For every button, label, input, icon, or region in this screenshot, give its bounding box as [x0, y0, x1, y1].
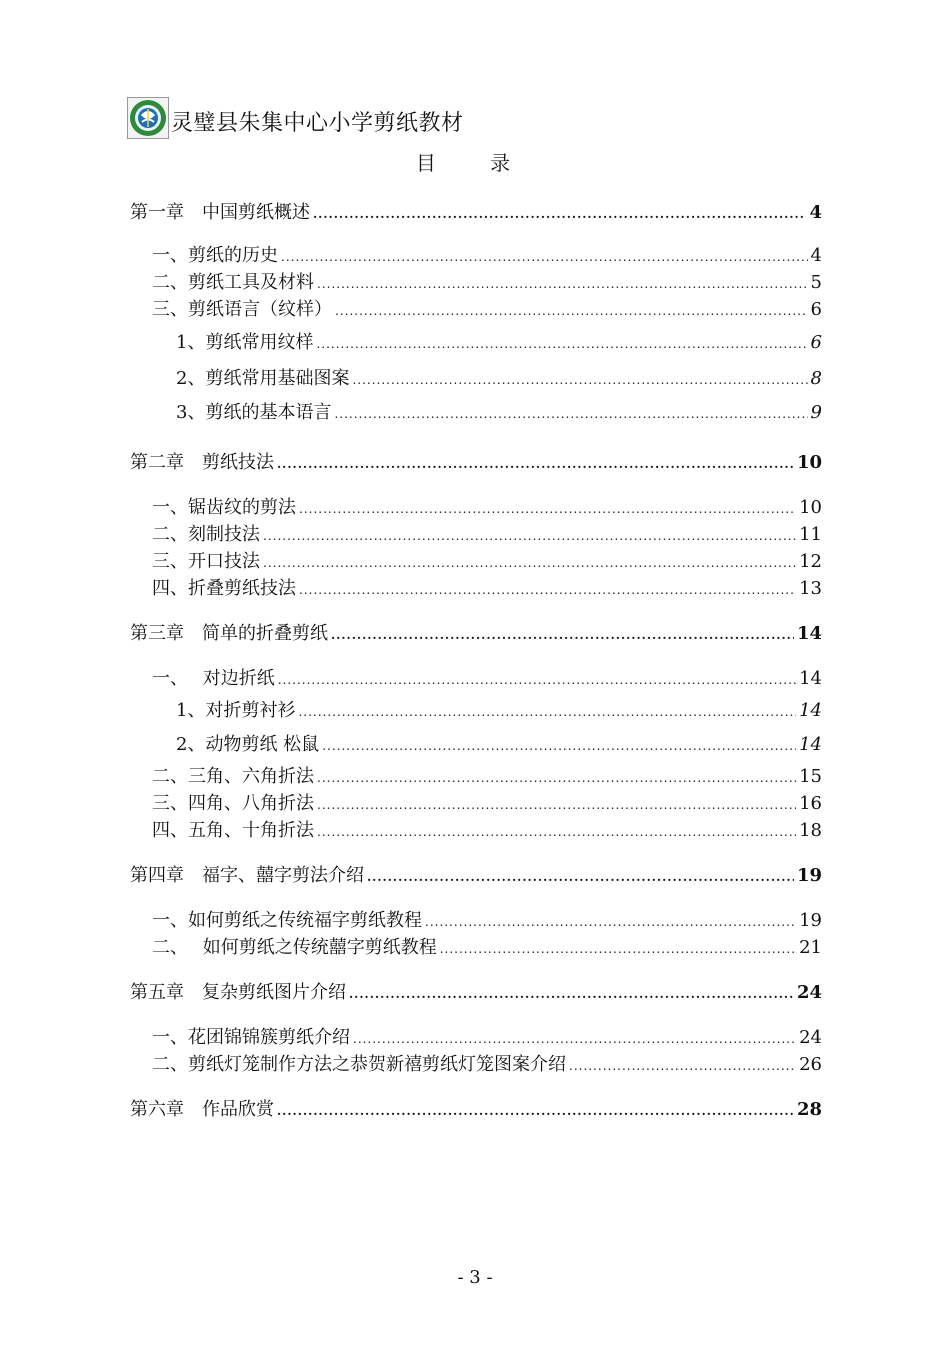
toc-entry-page: 21: [799, 937, 822, 958]
toc-entry-page: 14: [799, 700, 822, 721]
toc-entry-page: 14: [796, 623, 822, 644]
toc-chapter-entry[interactable]: [130, 981, 822, 1006]
toc-entry-label: 二、刻制技法: [152, 524, 260, 545]
toc-entry[interactable]: [152, 1053, 822, 1078]
toc-dot-leader: [263, 524, 796, 548]
toc-entry-label: 二、剪纸工具及材料: [152, 272, 314, 293]
toc-entry-page: 19: [796, 865, 822, 886]
toc-entry-page: 11: [799, 524, 822, 545]
school-title: 灵璧县朱集中心小学剪纸教材: [171, 111, 464, 136]
toc-entry-label: 3、剪纸的基本语言: [176, 402, 332, 423]
toc-dot-leader: [278, 668, 796, 692]
toc-entry-page: 24: [799, 1027, 822, 1048]
toc-entry[interactable]: [152, 667, 822, 692]
toc-entry-label: 第四章 福字、囍字剪法介绍: [130, 865, 364, 886]
toc-entry-label: 2、剪纸常用基础图案: [176, 368, 350, 389]
toc-entry[interactable]: [152, 765, 822, 790]
toc-entry-page: 10: [799, 497, 822, 518]
toc-entry-label: 第二章 剪纸技法: [130, 452, 274, 473]
toc-entry-label: 一、花团锦锦簇剪纸介绍: [152, 1027, 350, 1048]
toc-chapter-entry[interactable]: [130, 201, 822, 226]
toc-entry[interactable]: [176, 331, 822, 356]
toc-dot-leader: [440, 937, 796, 961]
toc-dot-leader: [299, 497, 796, 521]
toc-dot-leader: [263, 551, 796, 575]
toc-entry[interactable]: [176, 401, 822, 426]
toc-entry[interactable]: [152, 792, 822, 817]
toc-entry-label: 四、五角、十角折法: [152, 820, 314, 841]
toc-dot-leader: [367, 865, 794, 889]
toc-entry-label: 1、对折剪衬衫: [176, 700, 296, 721]
toc-entry-page: 12: [799, 551, 822, 572]
toc-dot-leader: [281, 245, 808, 269]
toc-dot-leader: [317, 820, 796, 844]
toc-entry[interactable]: [152, 271, 822, 296]
toc-entry-page: 19: [799, 910, 822, 931]
toc-entry-label: 第三章 简单的折叠剪纸: [130, 623, 328, 644]
toc-dot-leader: [317, 793, 796, 817]
toc-entry[interactable]: [152, 550, 822, 575]
toc-entry-page: 14: [799, 668, 822, 689]
toc-entry[interactable]: [152, 819, 822, 844]
toc-entry-label: 一、剪纸的历史: [152, 245, 278, 266]
toc-entry[interactable]: [152, 244, 822, 269]
toc-dot-leader: [299, 578, 796, 602]
toc-entry-label: 一、如何剪纸之传统福字剪纸教程: [152, 910, 422, 931]
toc-chapter-entry[interactable]: [130, 622, 822, 647]
toc-entry-label: 2、动物剪纸 松鼠: [176, 734, 320, 755]
toc-entry-label: 三、四角、八角折法: [152, 793, 314, 814]
toc-entry-label: 第五章 复杂剪纸图片介绍: [130, 982, 346, 1003]
toc-dot-leader: [334, 402, 807, 426]
toc-dot-leader: [313, 202, 806, 226]
toc-entry[interactable]: [152, 936, 822, 961]
toc-entry-page: 14: [799, 734, 822, 755]
toc-entry-label: 二、剪纸灯笼制作方法之恭贺新禧剪纸灯笼图案介绍: [152, 1054, 566, 1075]
toc-title: 目 录: [415, 151, 535, 175]
toc-entry-label: 一、 对边折纸: [152, 668, 275, 689]
toc-entry-page: 6: [810, 299, 822, 320]
toc-entry-label: 四、折叠剪纸技法: [152, 578, 296, 599]
toc-entry[interactable]: [152, 1026, 822, 1051]
toc-dot-leader: [317, 272, 808, 296]
toc-entry[interactable]: [152, 577, 822, 602]
toc-entry-page: 9: [810, 402, 822, 423]
toc-dot-leader: [317, 766, 796, 790]
page-number: - 3 -: [457, 1267, 493, 1288]
toc-entry-label: 三、开口技法: [152, 551, 260, 572]
toc-entry[interactable]: [176, 733, 822, 758]
toc-entry[interactable]: [152, 298, 822, 323]
toc-dot-leader: [425, 910, 796, 934]
toc-entry-page: 13: [799, 578, 822, 599]
toc-dot-leader: [277, 1099, 794, 1123]
toc-entry-page: 26: [799, 1054, 822, 1075]
toc-dot-leader: [335, 299, 808, 323]
toc-dot-leader: [569, 1054, 796, 1078]
toc-dot-leader: [349, 982, 794, 1006]
document-header: [127, 95, 464, 139]
toc-entry-page: 5: [810, 272, 822, 293]
toc-entry[interactable]: [176, 699, 822, 724]
toc-entry[interactable]: [152, 496, 822, 521]
toc-dot-leader: [298, 700, 796, 724]
toc-entry-page: 8: [810, 368, 822, 389]
toc-dot-leader: [316, 332, 807, 356]
toc-entry[interactable]: [152, 523, 822, 548]
toc-entry-page: 4: [810, 245, 822, 266]
toc-entry-label: 二、三角、六角折法: [152, 766, 314, 787]
school-emblem-icon: [127, 97, 169, 139]
toc-chapter-entry[interactable]: [130, 451, 822, 476]
toc-dot-leader: [353, 1027, 796, 1051]
toc-entry-label: 第六章 作品欣赏: [130, 1099, 274, 1120]
toc-entry-label: 1、剪纸常用纹样: [176, 332, 314, 353]
toc-entry-page: 28: [796, 1099, 822, 1120]
toc-chapter-entry[interactable]: [130, 1098, 822, 1123]
toc-entry-page: 10: [796, 452, 822, 473]
toc-entry-page: 16: [799, 793, 822, 814]
toc-chapter-entry[interactable]: [130, 864, 822, 889]
toc-entry-label: 二、 如何剪纸之传统囍字剪纸教程: [152, 937, 437, 958]
toc-dot-leader: [352, 368, 807, 392]
toc-entry-label: 一、锯齿纹的剪法: [152, 497, 296, 518]
toc-entry[interactable]: [152, 909, 822, 934]
toc-entry-label: 三、剪纸语言（纹样）: [152, 299, 332, 320]
toc-entry-page: 24: [796, 982, 822, 1003]
toc-dot-leader: [322, 734, 796, 758]
toc-entry[interactable]: [176, 367, 822, 392]
toc-entry-page: 18: [799, 820, 822, 841]
toc-dot-leader: [331, 623, 794, 647]
toc-entry-label: 第一章 中国剪纸概述: [130, 202, 310, 223]
toc-entry-page: 4: [809, 202, 822, 223]
toc-dot-leader: [277, 452, 794, 476]
toc-entry-page: 6: [810, 332, 822, 353]
toc-entry-page: 15: [799, 766, 822, 787]
